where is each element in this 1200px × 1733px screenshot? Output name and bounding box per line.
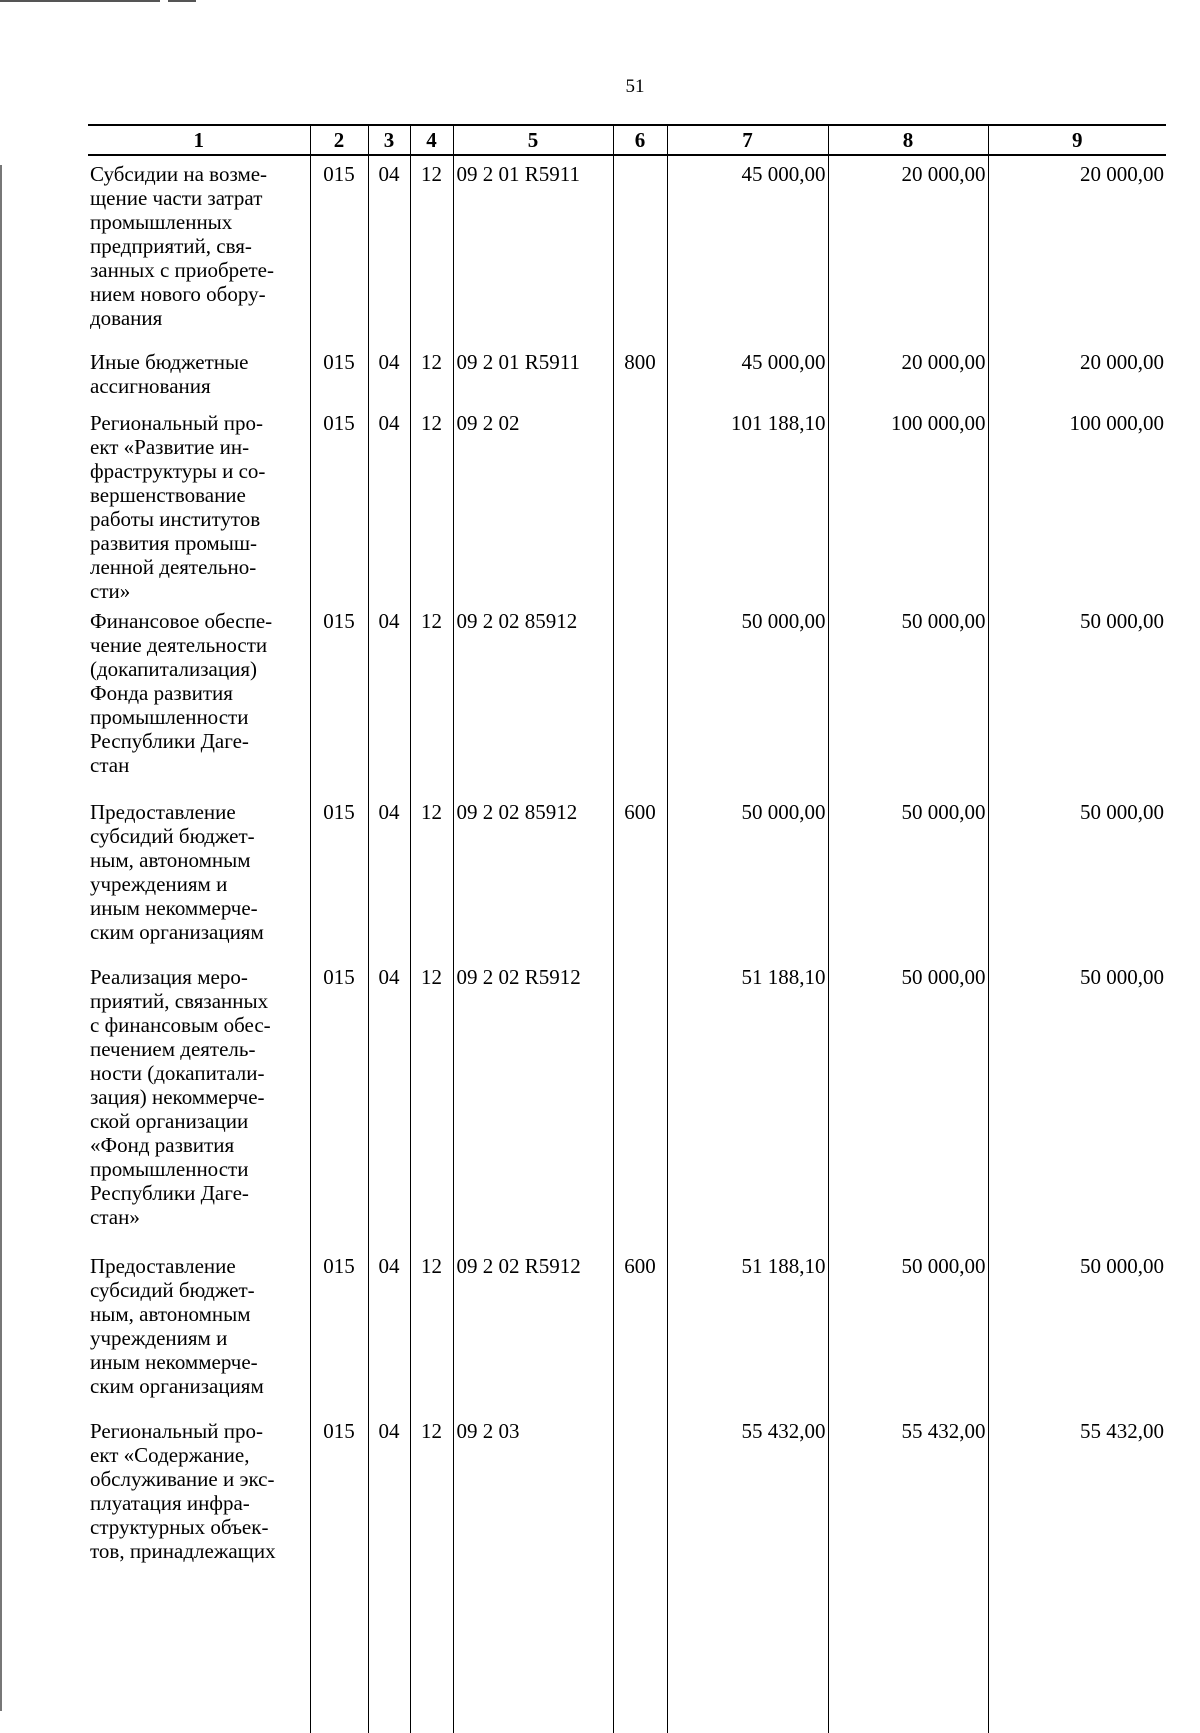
description-line: учреждениям и	[90, 1326, 228, 1350]
ministry-code: 015	[310, 603, 368, 794]
description-line: ской организации	[90, 1109, 249, 1133]
target-article-code: 09 2 01 R5911	[453, 155, 613, 344]
table-row	[88, 344, 1166, 405]
description-line: иным некоммерче-	[90, 1350, 258, 1374]
target-article-code: 09 2 02 R5912	[453, 1248, 613, 1413]
section-code: 04	[368, 959, 410, 1248]
ministry-code: 015	[310, 1413, 368, 1733]
description-line: ленной деятельно-	[90, 555, 257, 579]
column-header: 6	[613, 125, 667, 155]
description-line: ным, автономным	[90, 1302, 251, 1326]
description-line: ект «Содержание,	[90, 1443, 250, 1467]
subsection-code: 12	[410, 155, 453, 344]
amount-cell: 50 000,00	[988, 959, 1166, 1248]
expense-type-code	[613, 603, 667, 794]
row-description	[88, 155, 310, 344]
section-code: 04	[368, 344, 410, 405]
amount-cell: 50 000,00	[988, 603, 1166, 794]
description-line: стан»	[90, 1205, 140, 1229]
description-line: Реализация меро-	[90, 965, 248, 989]
scan-edge	[0, 165, 2, 1711]
table-row	[88, 1248, 1166, 1413]
amount-cell: 45 000,00	[667, 344, 828, 405]
table-row	[88, 405, 1166, 603]
subsection-code: 12	[410, 1248, 453, 1413]
section-code: 04	[368, 603, 410, 794]
ministry-code: 015	[310, 794, 368, 959]
amount-cell: 50 000,00	[667, 794, 828, 959]
description-line: с финансовым обес-	[90, 1013, 271, 1037]
amount-cell: 55 432,00	[988, 1413, 1166, 1733]
section-code: 04	[368, 1413, 410, 1733]
amount-cell: 20 000,00	[988, 155, 1166, 344]
description-line: учреждениям и	[90, 872, 228, 896]
description-line: ект «Развитие ин-	[90, 435, 250, 459]
description-line: иным некоммерче-	[90, 896, 258, 920]
description-line: работы институтов	[90, 507, 261, 531]
subsection-code: 12	[410, 959, 453, 1248]
amount-cell: 50 000,00	[828, 794, 988, 959]
table-row	[88, 794, 1166, 959]
description-line: структурных объек-	[90, 1515, 269, 1539]
row-description	[88, 603, 310, 794]
description-line: фраструктуры и со-	[90, 459, 266, 483]
amount-cell: 45 000,00	[667, 155, 828, 344]
amount-cell: 50 000,00	[828, 603, 988, 794]
description-line: вершенствование	[90, 483, 246, 507]
description-line: печением деятель-	[90, 1037, 256, 1061]
target-article-code: 09 2 03	[453, 1413, 613, 1733]
subsection-code: 12	[410, 405, 453, 603]
ministry-code: 015	[310, 959, 368, 1248]
target-article-code: 09 2 02 R5912	[453, 959, 613, 1248]
ministry-code: 015	[310, 405, 368, 603]
column-header: 7	[667, 125, 828, 155]
description-line: сти»	[90, 579, 131, 603]
row-description	[88, 1413, 310, 1733]
description-line: плуатация инфра-	[90, 1491, 250, 1515]
row-description	[88, 405, 310, 603]
description-line: приятий, связанных	[90, 989, 269, 1013]
description-line: Предоставление	[90, 800, 236, 824]
description-line: ским организациям	[90, 920, 264, 944]
expense-type-code	[613, 405, 667, 603]
amount-cell: 50 000,00	[828, 1248, 988, 1413]
description-line: Региональный про-	[90, 411, 263, 435]
row-description	[88, 794, 310, 959]
table-row	[88, 959, 1166, 1248]
description-line: стан	[90, 753, 130, 777]
expense-type-code	[613, 155, 667, 344]
column-header: 1	[88, 125, 310, 155]
description-line: промышленности	[90, 1157, 249, 1181]
table-row	[88, 155, 1166, 344]
description-line: Финансовое обеспе-	[90, 609, 273, 633]
description-line: развития промыш-	[90, 531, 257, 555]
amount-cell: 50 000,00	[828, 959, 988, 1248]
description-line: ным, автономным	[90, 848, 251, 872]
description-line: «Фонд развития	[90, 1133, 235, 1157]
amount-cell: 20 000,00	[988, 344, 1166, 405]
description-line: ности (докапитали-	[90, 1061, 265, 1085]
description-line: ассигнования	[90, 374, 211, 398]
description-line: зация) некоммерче-	[90, 1085, 265, 1109]
column-header: 5	[453, 125, 613, 155]
page-number: 51	[625, 76, 645, 97]
scan-artifact-line	[0, 0, 160, 2]
ministry-code: 015	[310, 1248, 368, 1413]
budget-table	[88, 124, 1166, 1733]
column-header: 8	[828, 125, 988, 155]
target-article-code: 09 2 02 85912	[453, 794, 613, 959]
table-header-row	[88, 125, 1166, 155]
description-line: Республики Даге-	[90, 1181, 249, 1205]
description-line: Предоставление	[90, 1254, 236, 1278]
expense-type-code: 600	[613, 794, 667, 959]
description-line: ским организациям	[90, 1374, 264, 1398]
description-line: промышленности	[90, 705, 249, 729]
amount-cell: 51 188,10	[667, 959, 828, 1248]
description-line: субсидий бюджет-	[90, 1278, 255, 1302]
table-row	[88, 603, 1166, 794]
description-line: предприятий, свя-	[90, 234, 252, 258]
column-header: 2	[310, 125, 368, 155]
expense-type-code	[613, 1413, 667, 1733]
section-code: 04	[368, 1248, 410, 1413]
subsection-code: 12	[410, 344, 453, 405]
description-line: нием нового обору-	[90, 282, 266, 306]
target-article-code: 09 2 01 R5911	[453, 344, 613, 405]
row-description	[88, 959, 310, 1248]
description-line: Иные бюджетные	[90, 350, 249, 374]
description-line: щение части затрат	[90, 186, 263, 210]
expense-type-code: 800	[613, 344, 667, 405]
ministry-code: 015	[310, 344, 368, 405]
row-description	[88, 1248, 310, 1413]
column-header: 9	[988, 125, 1166, 155]
section-code: 04	[368, 155, 410, 344]
amount-cell: 100 000,00	[988, 405, 1166, 603]
target-article-code: 09 2 02	[453, 405, 613, 603]
description-line: промышленных	[90, 210, 233, 234]
target-article-code: 09 2 02 85912	[453, 603, 613, 794]
subsection-code: 12	[410, 1413, 453, 1733]
expense-type-code: 600	[613, 1248, 667, 1413]
amount-cell: 20 000,00	[828, 344, 988, 405]
amount-cell: 101 188,10	[667, 405, 828, 603]
column-header: 4	[410, 125, 453, 155]
section-code: 04	[368, 794, 410, 959]
description-line: (докапитализация)	[90, 657, 257, 681]
description-line: Республики Даге-	[90, 729, 249, 753]
description-line: Региональный про-	[90, 1419, 263, 1443]
scan-artifact-line	[168, 0, 196, 2]
amount-cell: 51 188,10	[667, 1248, 828, 1413]
subsection-code: 12	[410, 603, 453, 794]
amount-cell: 50 000,00	[988, 794, 1166, 959]
amount-cell: 55 432,00	[667, 1413, 828, 1733]
amount-cell: 20 000,00	[828, 155, 988, 344]
subsection-code: 12	[410, 794, 453, 959]
ministry-code: 015	[310, 155, 368, 344]
description-line: субсидий бюджет-	[90, 824, 255, 848]
amount-cell: 50 000,00	[667, 603, 828, 794]
description-line: чение деятельности	[90, 633, 268, 657]
section-code: 04	[368, 405, 410, 603]
description-line: Фонда развития	[90, 681, 233, 705]
description-line: тов, принадлежащих	[90, 1539, 276, 1563]
description-line: дования	[90, 306, 163, 330]
amount-cell: 55 432,00	[828, 1413, 988, 1733]
column-header: 3	[368, 125, 410, 155]
table-row	[88, 1413, 1166, 1733]
amount-cell: 100 000,00	[828, 405, 988, 603]
expense-type-code	[613, 959, 667, 1248]
description-line: Субсидии на возме-	[90, 162, 268, 186]
amount-cell: 50 000,00	[988, 1248, 1166, 1413]
row-description	[88, 344, 310, 405]
description-line: обслуживание и экс-	[90, 1467, 275, 1491]
description-line: занных с приобрете-	[90, 258, 274, 282]
